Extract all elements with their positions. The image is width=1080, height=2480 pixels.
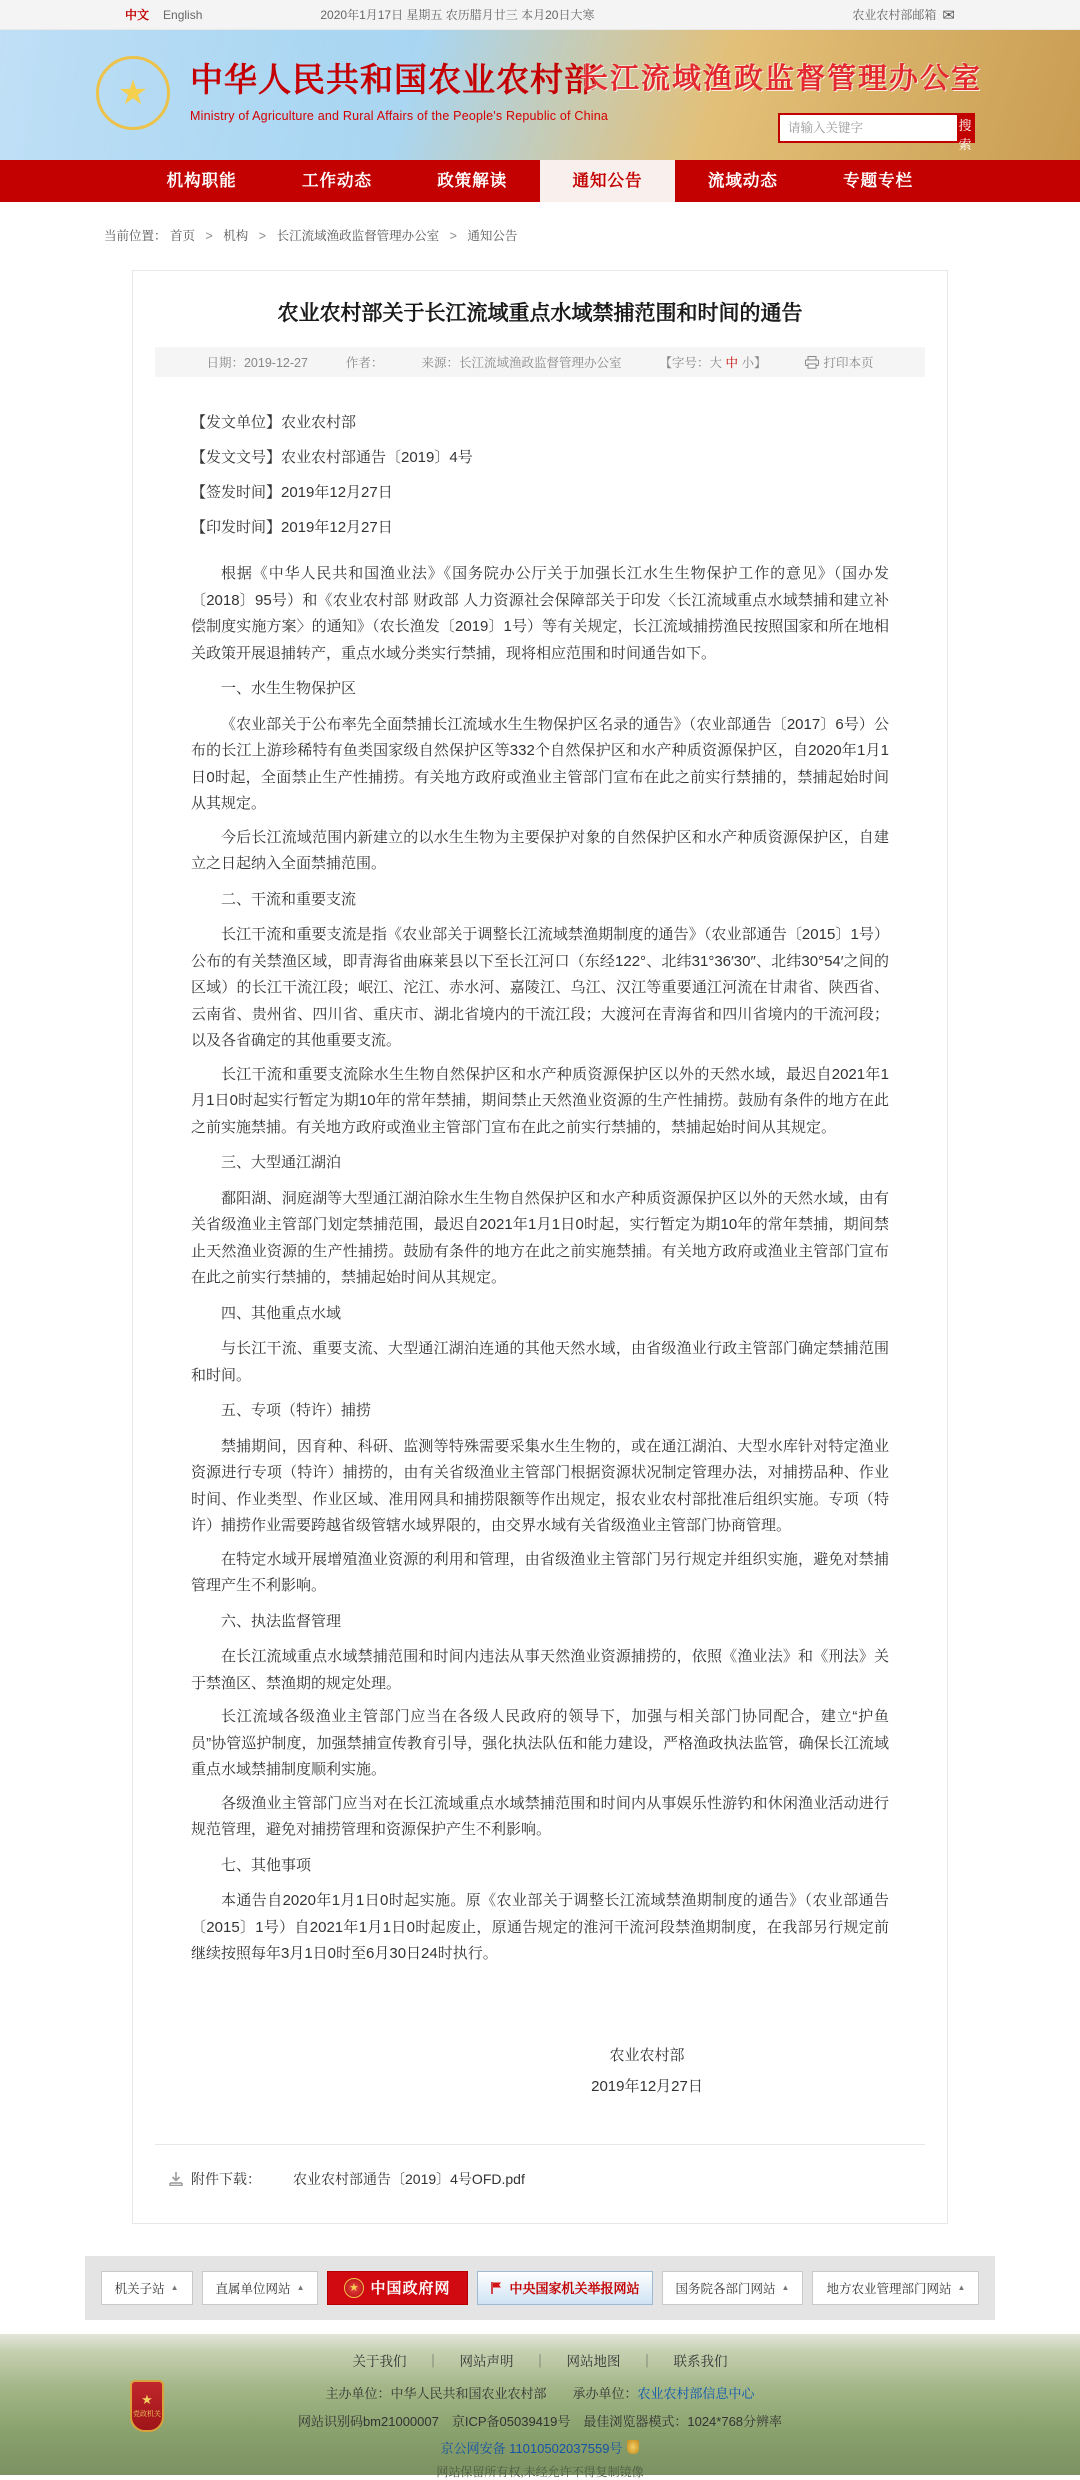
site-header-banner (0, 30, 1080, 160)
attachment-divider (155, 2144, 925, 2145)
footer-link-statement[interactable]: 网站声明 (459, 2353, 514, 2369)
footer-nav: 关于我们 ｜ 网站声明 ｜ 网站地图 ｜ 联系我们 (352, 2353, 728, 2369)
lang-switch-english[interactable]: English (163, 7, 203, 22)
font-size-large-button[interactable]: 大 (709, 356, 722, 370)
printer-icon (805, 356, 819, 369)
footer-link-sitemap[interactable]: 网站地图 (566, 2353, 621, 2369)
security-badge-icon (627, 2440, 639, 2454)
china-gov-website-button[interactable]: ★ 中国政府网 (327, 2271, 467, 2305)
dropdown-local-agri-depts[interactable]: 地方农业管理部门网站 ▲ (812, 2271, 979, 2305)
attachment-file-link[interactable]: 农业农村部通告〔2019〕4号OFD.pdf (293, 2170, 525, 2187)
party-gov-organ-badge (130, 2380, 164, 2432)
body-paragraph: 与长江干流、重要支流、大型通江湖泊连通的其他天然水域，由省级渔业行政主管部门确定禁捕范围和时间。 (191, 1340, 889, 1384)
breadcrumb-notices[interactable]: 通知公告 (467, 229, 518, 243)
main-navigation (0, 160, 1080, 202)
nav-item-jigouzhineng[interactable]: 机构职能 (166, 172, 237, 190)
document-info (191, 405, 889, 545)
signature-name: 农业农村部 (609, 2046, 685, 2064)
download-icon[interactable] (169, 2172, 183, 2186)
section-heading: 三、大型通江湖泊 (221, 1154, 342, 1171)
caret-up-icon: ▲ (781, 2283, 790, 2292)
caret-up-icon: ▲ (957, 2283, 966, 2292)
body-paragraph: 在长江流域重点水域禁捕范围和时间内违法从事天然渔业资源捕捞的，依照《渔业法》和《刑法》关于禁渔区、禁渔期的规定处理。 (191, 1648, 889, 1692)
footer-copyright-line: 网站保留所有权,未经允许不得复制镜像 (436, 2464, 644, 2479)
national-emblem (96, 56, 170, 130)
nav-item-liuyudongtai[interactable]: 流域动态 (707, 172, 778, 190)
dropdown-affiliated-sites[interactable]: 直属单位网站 ▲ (202, 2271, 319, 2305)
body-paragraph: 本通告自2020年1月1日0时起实施。原《农业部关于调整长江流域禁渔期制度的通告》（农业部通告〔2015〕1号）自2021年1月1日0时起废止，原通告规定的淮河干流河段禁渔期制度，在我部另行规定前继续按照每年3月1日0时至6月30日24时执行。 (191, 1892, 889, 1962)
section-heading: 五、专项（特许）捕捞 (221, 1402, 372, 1419)
site-footer (0, 2334, 1080, 2479)
office-title: 长江流域渔政监督管理办公室 (578, 63, 982, 95)
doc-issuing-unit: 【发文单位】农业农村部 (191, 414, 357, 431)
body-paragraph: 鄱阳湖、洞庭湖等大型通江湖泊除水生生物自然保护区和水产种质资源保护区以外的天然水域，由有关省级渔业主管部门划定禁捕范围，最迟自2021年1月1日0时起，实行暂定为期10年的常年禁捕，期间禁止天然渔业资源的生产性捕捞。鼓励有条件的地方在此之前实施禁捕。有关地方政府或渔业主管部门宣布在此之前实行禁捕的，禁捕起始时间从其规定。 (191, 1189, 889, 1286)
ministry-mailbox-link[interactable] (852, 6, 955, 24)
article-body (191, 561, 889, 1968)
footer-security-line (0, 2438, 1080, 2457)
footer-icp-line: 网站识别码bm21000007 京ICP备05039419号 最佳浏览器模式：1024*768分辨率 (297, 2413, 783, 2429)
body-paragraph: 根据《中华人民共和国渔业法》《国务院办公厅关于加强长江水生生物保护工作的意见》（国办发〔2018〕95号）和《农业农村部 财政部 人力资源社会保障部关于印发〈长江流域重点水域禁捕和建立补偿制度实施方案〉的通知》（农长渔发〔2019〕1号）等有关规定，长江流域捕捞渔民按照国家和所在地相关政策开展退捕转产，重点水域分类实行禁捕，现将相应范围和时间通告如下。 (191, 565, 889, 662)
nav-item-tongzhigonggao-active[interactable]: 通知公告 (540, 160, 675, 202)
search-button[interactable]: 搜索 (957, 115, 973, 141)
search-input[interactable] (780, 115, 957, 141)
meta-source: 来源：长江流域渔政监督管理办公室 (421, 356, 622, 370)
mailbox-label: 农业农村部邮箱 (852, 8, 937, 22)
section-heading: 六、执法监督管理 (221, 1612, 342, 1630)
badge-label: 党政机关 (133, 2410, 161, 2418)
body-paragraph: 今后长江流域范围内新建立的以水生生物为主要保护对象的自然保护区和水产种质资源保护区，自建立之日起纳入全面禁捕范围。 (191, 828, 889, 872)
caret-up-icon: ▲ (170, 2283, 179, 2292)
section-heading: 七、其他事项 (221, 1856, 312, 1874)
section-heading: 四、其他重点水域 (221, 1304, 342, 1322)
section-heading: 二、干流和重要支流 (221, 890, 357, 908)
nav-item-zhengcejiedu[interactable]: 政策解读 (437, 172, 508, 190)
body-paragraph: 长江干流和重要支流是指《农业部关于调整长江流域禁渔期制度的通告》（农业部通告〔2015〕1号）公布的有关禁渔区域，即青海省曲麻莱县以下至长江河口（东经122°、北纬31°36′30″、北纬30°54′之间的区域）的长江干流江段；岷江、沱江、赤水河、嘉陵江、乌江、汉江等重要通江河流在甘肃省、陕西省、云南省、贵州省、四川省、重庆市、湖北省境内的干流江段；大渡河在青海省和四川省境内的干流河段；以及各省确定的其他重要支流。 (191, 926, 889, 1049)
signature-date: 2019年12月27日 (591, 2077, 703, 2095)
security-record-link[interactable]: 京公网安备 11010502037559号 (440, 2440, 623, 2456)
attachment-label: 附件下载： (191, 2170, 261, 2187)
footer-link-bar (85, 2256, 995, 2320)
body-paragraph: 长江干流和重要支流除水生生物自然保护区和水产种质资源保护区以外的天然水域，最迟自2021年1月1日0时起实行暂定为期10年的常年禁捕，期间禁止天然渔业资源的生产性捕捞。鼓励有条件的地方在此之前实施禁捕。有关地方政府或渔业主管部门宣布在此之前实行禁捕的，禁捕起始时间从其规定。 (191, 1065, 889, 1136)
attachment-row (155, 2169, 925, 2189)
body-paragraph: 各级渔业主管部门应当对在长江流域重点水域禁捕范围和时间内从事娱乐性游钓和休闲渔业活动进行规范管理，避免对捕捞管理和资源保护产生不利影响。 (191, 1794, 889, 1838)
body-paragraph: 在特定水域开展增殖渔业资源的利用和管理，由省级渔业主管部门另行规定并组织实施，避免对禁捕管理产生不利影响。 (191, 1550, 889, 1594)
body-paragraph: 《农业部关于公布率先全面禁捕长江流域水生生物保护区名录的通告》（农业部通告〔2017〕6号）公布的长江上游珍稀特有鱼类国家级自然保护区等332个自然保护区和水产种质资源保护区，自2020年1月1日0时起，全面禁止生产性捕捞。有关地方政府或渔业主管部门宣布在此之前实行禁捕的，禁捕起始时间从其规定。 (191, 715, 889, 812)
section-heading: 一、水生生物保护区 (221, 680, 357, 697)
lang-switch-chinese[interactable]: 中文 (125, 8, 150, 22)
ministry-subtitle-english: Ministry of Agriculture and Rural Affairs of the People's Republic of China (190, 109, 609, 123)
badge-star-icon: ★ (141, 2391, 153, 2407)
meta-author: 作者： (345, 356, 384, 370)
dropdown-state-council-depts[interactable]: 国务院各部门网站 ▲ (662, 2271, 804, 2305)
signature-block (497, 2040, 797, 2102)
gov-emblem-icon: ★ (344, 2278, 364, 2298)
doc-sign-date: 【签发时间】2019年12月27日 (191, 484, 393, 501)
breadcrumb-home[interactable]: 首页 (170, 229, 196, 243)
central-report-website-button[interactable]: 中央国家机关举报网站 (477, 2271, 653, 2305)
nav-item-zhuantizhuanlan[interactable]: 专题专栏 (843, 172, 914, 190)
font-size-small-button[interactable]: 小 (741, 356, 754, 370)
doc-number: 【发文文号】农业农村部通告〔2019〕4号 (191, 449, 473, 466)
footer-host-line: 主办单位：中华人民共和国农业农村部 承办单位：农业农村部信息中心 (325, 2385, 755, 2401)
meta-date: 日期：2019-12-27 (206, 356, 308, 370)
article-meta-bar (155, 347, 925, 377)
nav-item-gongzuodongtai[interactable]: 工作动态 (301, 172, 372, 190)
footer-link-about[interactable]: 关于我们 (352, 2353, 407, 2369)
emblem-star-icon: ★ (117, 74, 149, 112)
print-page-button[interactable]: 打印本页 (805, 353, 874, 371)
font-size-widget: 【字号：大 中 小】 (659, 356, 767, 370)
breadcrumb-jigou[interactable]: 机构 (223, 229, 249, 243)
breadcrumb-label: 当前位置： (104, 229, 167, 243)
doc-print-date: 【印发时间】2019年12月27日 (191, 519, 393, 536)
caret-up-icon: ▲ (296, 2283, 305, 2292)
body-paragraph: 禁捕期间，因育种、科研、监测等特殊需要采集水生生物的，或在通江湖泊、大型水库针对特定渔业资源进行专项（特许）捕捞的，由有关省级渔业主管部门根据资源状况制定管理办法，对捕捞品种、作业时间、作业类型、作业区域、准用网具和捕捞限额等作出规定，报农业农村部批准后组织实施。专项（特许）捕捞作业需要跨越省级管辖水域界限的，由交界水域有关省级渔业主管部门协商管理。 (191, 1437, 889, 1534)
top-utility-bar (0, 0, 1080, 30)
envelope-icon[interactable]: ✉ (942, 6, 955, 24)
search-box (778, 113, 975, 152)
breadcrumb-office[interactable]: 长江流域渔政监督管理办公室 (276, 229, 440, 243)
date-info: 2020年1月17日 星期五 农历腊月廿三 本月20日大寒 (320, 8, 595, 22)
footer-link-contact[interactable]: 联系我们 (673, 2353, 728, 2369)
info-center-link[interactable]: 农业农村部信息中心 (637, 2385, 755, 2401)
breadcrumb: 当前位置： 首页 > 机构 > 长江流域渔政监督管理办公室 > 通知公告 (104, 229, 518, 243)
article-title: 农业农村部关于长江流域重点水域禁捕范围和时间的通告 (277, 302, 803, 325)
body-paragraph: 长江流域各级渔业主管部门应当在各级人民政府的领导下，加强与相关部门协同配合，建立“护鱼员”协管巡护制度，加强禁捕宣传教育引导，强化执法队伍和能力建设，严格渔政执法监管，确保长江流域重点水域禁捕制度顺利实施。 (191, 1708, 889, 1778)
article-card (132, 270, 948, 2224)
ministry-title: 中华人民共和国农业农村部 (190, 61, 598, 98)
flag-icon (490, 2281, 504, 2295)
font-size-medium-button[interactable]: 中 (725, 356, 738, 370)
dropdown-organ-subsites[interactable]: 机关子站 ▲ (101, 2271, 193, 2305)
